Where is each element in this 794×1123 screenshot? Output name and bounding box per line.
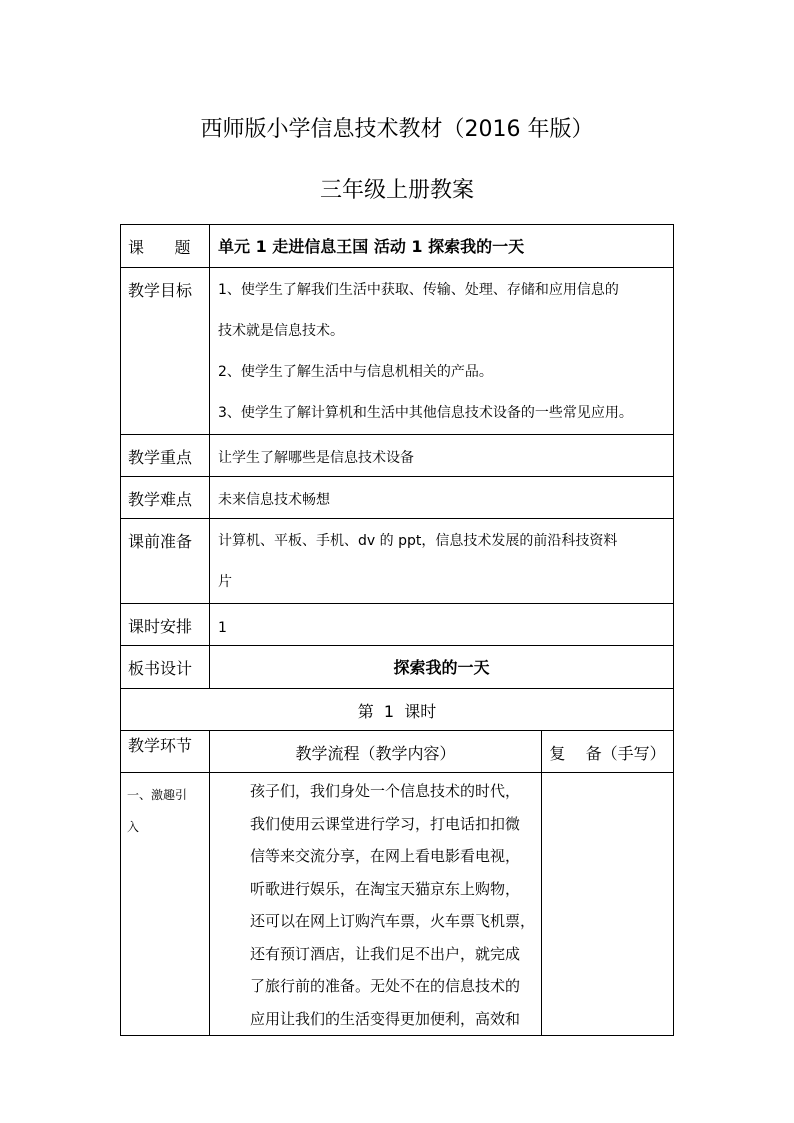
section-1-notes[interactable] [542, 773, 674, 1036]
goal-line-4: 3、使学生了解计算机和生活中其他信息技术设备的一些常见应用。 [218, 405, 633, 421]
preparation-line-1: 计算机、平板、手机、dv 的 ppt，信息技术发展的前沿科技资料 [218, 533, 618, 549]
difficulties-label: 教学难点 [121, 477, 210, 519]
difficulties-value: 未来信息技术畅想 [210, 477, 674, 519]
goal-line-1: 1、使学生了解我们生活中获取、传输、处理、存储和应用信息的 [218, 282, 619, 298]
key-points-value: 让学生了解哪些是信息技术设备 [210, 435, 674, 477]
section-1-flow [210, 773, 542, 1036]
goal-line-3: 2、使学生了解生活中与信息机相关的产品。 [218, 364, 493, 380]
section-1-phase-line-1: 一、激趣引 [127, 788, 188, 802]
preparation-value [210, 519, 674, 604]
flow-header-row [121, 731, 674, 773]
goals-row [121, 268, 674, 435]
notes-header: 复 备（手写） [542, 731, 674, 773]
flow-line-4: 听歌进行娱乐，在淘宝天猫京东上购物， [250, 879, 521, 898]
preparation-row [121, 519, 674, 604]
flow-line-8: 应用让我们的生活变得更加便利，高效和 [250, 1009, 521, 1028]
flow-line-7: 了旅行前的准备。无处不在的信息技术的 [250, 977, 521, 995]
goals-label: 教学目标 [121, 268, 210, 435]
topic-value: 单元 1 走进信息王国 活动 1 探索我的一天 [210, 225, 674, 268]
schedule-label: 课时安排 [121, 604, 210, 646]
document-subtitle: 三年级上册教案 [319, 178, 474, 203]
flow-line-5: 还可以在网上订购汽车票，火车票飞机票， [250, 912, 536, 930]
document-title: 西师版小学信息技术教材（2016 年版） [200, 117, 594, 142]
topic-row [121, 225, 674, 268]
preparation-line-2: 片 [218, 574, 232, 590]
difficulties-row [121, 477, 674, 519]
period-label: 第 1 课时 [121, 689, 674, 731]
board-design-row [121, 646, 674, 689]
flow-line-1: 孩子们，我们身处一个信息技术的时代， [250, 782, 521, 800]
lesson-plan-table [120, 224, 674, 1036]
flow-header: 教学流程（教学内容） [210, 731, 542, 773]
board-design-value: 探索我的一天 [210, 646, 674, 689]
topic-label [121, 225, 210, 268]
schedule-value: 1 [210, 604, 674, 646]
period-row [121, 689, 674, 731]
section-1-phase-line-2: 入 [127, 820, 140, 834]
flow-line-6: 还有预订酒店，让我们足不出户，就完成 [250, 944, 521, 963]
key-points-label: 教学重点 [121, 435, 210, 477]
flow-line-3: 信等来交流分享，在网上看电影看电视， [250, 847, 521, 865]
preparation-label: 课前准备 [121, 519, 210, 604]
schedule-row [121, 604, 674, 646]
section-1-phase [121, 773, 210, 1036]
key-points-row [121, 435, 674, 477]
board-design-label: 板书设计 [121, 646, 210, 689]
topic-label-text: 课 题 [128, 238, 191, 257]
flow-line-2: 我们使用云课堂进行学习，打电话扣扣微 [250, 814, 521, 833]
phase-header: 教学环节 [121, 731, 210, 773]
section-1-row [121, 773, 674, 1036]
goal-line-2: 技术就是信息技术。 [218, 323, 344, 339]
goals-list [210, 268, 674, 435]
